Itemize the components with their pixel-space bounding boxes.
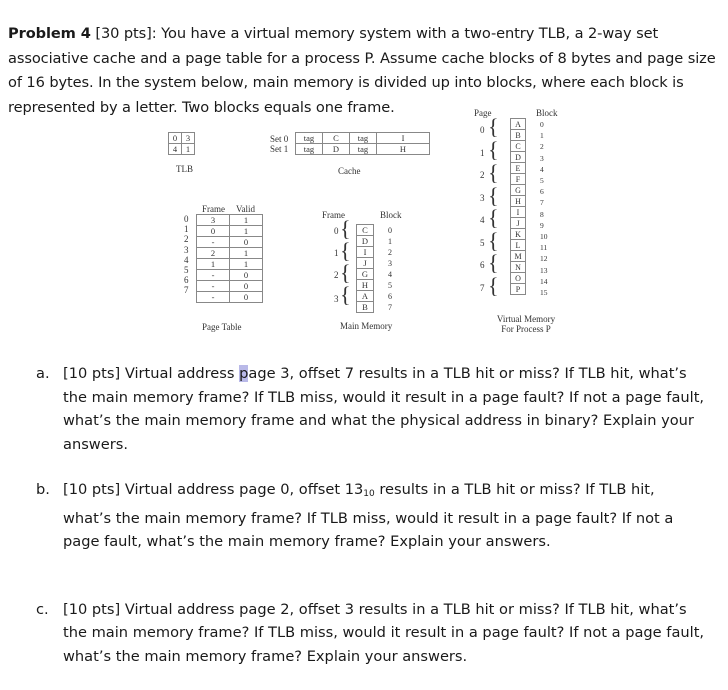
table-row bbox=[511, 218, 526, 229]
vm-label-line1: Virtual Memory bbox=[496, 314, 556, 324]
table-row bbox=[511, 196, 526, 207]
mm-frame-label: 1 bbox=[334, 248, 339, 258]
vm-block-num: 10 bbox=[540, 232, 548, 242]
vm-block: G bbox=[511, 185, 526, 196]
table-row bbox=[511, 262, 526, 273]
vm-block-num: 11 bbox=[540, 243, 548, 253]
vm-block: B bbox=[511, 130, 526, 141]
brace-icon: { bbox=[488, 114, 499, 139]
table-row bbox=[511, 163, 526, 174]
pt-valid: 1 bbox=[230, 248, 263, 259]
vm-block-num: 4 bbox=[540, 164, 544, 174]
tlb-cell: 3 bbox=[182, 133, 195, 144]
mm-frame-label: 3 bbox=[334, 294, 339, 304]
tlb-cell: 4 bbox=[169, 144, 182, 155]
page-index: 0 bbox=[184, 214, 189, 224]
mm-block-num: 1 bbox=[388, 237, 392, 246]
brace-icon: { bbox=[340, 216, 351, 241]
vm-label bbox=[490, 314, 562, 334]
cache-block: I bbox=[377, 133, 430, 144]
question-points: [10 pts] bbox=[63, 365, 121, 382]
page-table-header-valid: Valid bbox=[236, 204, 255, 214]
cache-set-labels bbox=[270, 134, 288, 154]
table-row bbox=[357, 280, 374, 291]
table-row bbox=[511, 152, 526, 163]
table-row bbox=[357, 258, 374, 269]
brace-icon: { bbox=[488, 183, 499, 208]
brace-icon: { bbox=[488, 160, 499, 185]
vm-block: L bbox=[511, 240, 526, 251]
vm-block-num: 2 bbox=[540, 142, 544, 152]
vm-page-label: 3 bbox=[480, 193, 485, 203]
vm-block-num: 5 bbox=[540, 176, 544, 186]
table-row bbox=[511, 273, 526, 284]
tlb-cell: 1 bbox=[182, 144, 195, 155]
mm-block: A bbox=[357, 291, 374, 302]
mm-block-num: 6 bbox=[388, 292, 392, 301]
text-cursor-highlight: p bbox=[239, 365, 249, 382]
tlb-table bbox=[168, 132, 195, 155]
vm-block-num: 0 bbox=[540, 120, 544, 129]
page-index: 5 bbox=[184, 265, 189, 276]
page-table bbox=[196, 214, 263, 303]
vm-page-label: 1 bbox=[480, 148, 485, 158]
vm-block: O bbox=[511, 273, 526, 284]
page-index: 4 bbox=[184, 254, 189, 265]
table-row bbox=[197, 281, 263, 292]
table-row bbox=[511, 229, 526, 240]
vm-block: P bbox=[511, 284, 526, 295]
mm-block: G bbox=[357, 269, 374, 280]
vm-block: I bbox=[511, 207, 526, 218]
memory-diagram bbox=[160, 108, 570, 340]
vm-block-num: 7 bbox=[540, 198, 544, 208]
mm-block-num: 5 bbox=[388, 281, 392, 290]
mm-block: J bbox=[357, 258, 374, 269]
cache-tag: tag bbox=[350, 144, 377, 155]
table-row bbox=[357, 269, 374, 280]
pt-valid: 0 bbox=[230, 237, 263, 248]
question-a bbox=[36, 362, 706, 456]
table-row bbox=[357, 247, 374, 258]
tlb-row bbox=[169, 144, 195, 155]
question-c bbox=[36, 598, 706, 669]
vm-page-label: 6 bbox=[480, 260, 485, 270]
vm-page-label: 5 bbox=[480, 238, 485, 248]
pt-frame: - bbox=[197, 237, 230, 248]
vm-block: C bbox=[511, 141, 526, 152]
page-table-header-frame: Frame bbox=[202, 204, 225, 214]
question-b bbox=[36, 478, 706, 554]
question-letter: c. bbox=[36, 600, 49, 618]
table-row bbox=[197, 215, 263, 226]
pt-frame: 0 bbox=[197, 226, 230, 237]
pt-frame: - bbox=[197, 281, 230, 292]
vm-block-num: 9 bbox=[540, 220, 544, 230]
cache-block: H bbox=[377, 144, 430, 155]
vm-page-label: 2 bbox=[480, 170, 485, 180]
table-row bbox=[511, 207, 526, 218]
vm-block-num: 15 bbox=[540, 288, 548, 298]
pt-valid: 1 bbox=[230, 226, 263, 237]
brace-icon: { bbox=[488, 137, 499, 162]
problem-intro bbox=[8, 22, 716, 120]
table-row bbox=[197, 248, 263, 259]
question-text: Virtual address bbox=[124, 365, 240, 382]
vm-block: E bbox=[511, 163, 526, 174]
vm-label-line2: For Process P bbox=[501, 324, 551, 334]
page-index: 3 bbox=[184, 244, 189, 255]
vm-block: M bbox=[511, 251, 526, 262]
table-row bbox=[511, 119, 526, 130]
vm-block-num: 6 bbox=[540, 187, 544, 197]
table-row bbox=[357, 302, 374, 313]
vm-block: H bbox=[511, 196, 526, 207]
mm-block-num: 3 bbox=[388, 259, 392, 268]
vm-header-block: Block bbox=[536, 108, 558, 118]
main-mem-header-block: Block bbox=[380, 210, 402, 220]
mm-block-num: 7 bbox=[388, 303, 392, 312]
table-row bbox=[511, 174, 526, 185]
question-points: [10 pts] bbox=[63, 481, 121, 498]
vm-block-num: 12 bbox=[540, 254, 548, 264]
brace-icon: { bbox=[340, 260, 351, 285]
mm-frame-label: 0 bbox=[334, 226, 339, 236]
page-index: 2 bbox=[184, 234, 189, 245]
brace-icon: { bbox=[340, 282, 351, 307]
main-memory-table bbox=[356, 224, 374, 313]
cache-set-1: Set 1 bbox=[270, 144, 289, 154]
tlb-label: TLB bbox=[176, 164, 193, 174]
pt-frame: - bbox=[197, 292, 230, 303]
mm-block: I bbox=[357, 247, 374, 258]
tlb-cell: 0 bbox=[169, 133, 182, 144]
vm-block-numbers bbox=[540, 119, 548, 298]
table-row bbox=[357, 291, 374, 302]
question-text: age 3, offset 7 results in a TLB hit or miss? If TLB hit, what’s the main memory frame? If TLB miss, would it result in a page fault? If not a page fault, what’s the main memory frame and what the physical address in binary? Explain your answers. bbox=[63, 365, 705, 453]
table-row bbox=[511, 185, 526, 196]
pt-frame: 3 bbox=[197, 215, 230, 226]
mm-block: D bbox=[357, 236, 374, 247]
problem-label: Problem 4 bbox=[8, 25, 91, 42]
page-index: 7 bbox=[184, 285, 189, 296]
question-list bbox=[36, 362, 706, 690]
table-row bbox=[511, 251, 526, 262]
pt-valid: 0 bbox=[230, 292, 263, 303]
mm-block: B bbox=[357, 302, 374, 313]
mm-block: H bbox=[357, 280, 374, 291]
cache-set-0: Set 0 bbox=[270, 134, 289, 144]
vm-page-label: 0 bbox=[480, 125, 485, 135]
vm-block: A bbox=[511, 119, 526, 130]
table-row bbox=[357, 225, 374, 236]
page-table-indices bbox=[184, 214, 189, 296]
cache-tag: tag bbox=[296, 144, 323, 155]
mm-block: C bbox=[357, 225, 374, 236]
vm-block: F bbox=[511, 174, 526, 185]
question-points: [10 pts] bbox=[63, 600, 121, 618]
vm-block-num: 8 bbox=[540, 209, 544, 219]
table-row bbox=[511, 141, 526, 152]
question-text: Virtual address page 2, offset 3 results in a TLB hit or miss? If TLB hit, what’s the main memory frame? If TLB miss, would it result in a page fault? If not a page fault, what’s the main memory frame? Explain your answers. bbox=[63, 600, 705, 665]
table-row bbox=[197, 292, 263, 303]
question-letter: a. bbox=[36, 365, 50, 382]
vm-header-page: Page bbox=[474, 108, 492, 118]
vm-block-num: 13 bbox=[540, 265, 548, 275]
cache-row bbox=[296, 144, 430, 155]
virtual-memory-table bbox=[510, 118, 526, 295]
cache-block: C bbox=[323, 133, 350, 144]
table-row bbox=[511, 240, 526, 251]
page-index: 6 bbox=[184, 275, 189, 286]
mm-block-num: 2 bbox=[388, 248, 392, 257]
pt-valid: 0 bbox=[230, 281, 263, 292]
mm-block-num: 4 bbox=[388, 270, 392, 279]
page-index: 1 bbox=[184, 224, 189, 235]
cache-label: Cache bbox=[338, 166, 361, 176]
pt-valid: 0 bbox=[230, 270, 263, 281]
table-row bbox=[197, 270, 263, 281]
table-row bbox=[357, 236, 374, 247]
pt-valid: 1 bbox=[230, 259, 263, 270]
question-text: results in a TLB hit or miss? If TLB hit, what’s the main memory frame? If TLB miss, would it result in a page fault? If not a page fault, what’s the main memory frame? Explain your answers. bbox=[63, 481, 674, 550]
cache-block: D bbox=[323, 144, 350, 155]
problem-points: [30 pts]: bbox=[95, 25, 157, 42]
cache-row bbox=[296, 133, 430, 144]
mm-block-numbers bbox=[388, 225, 392, 313]
main-mem-header-frame: Frame bbox=[322, 210, 345, 220]
cache-tag: tag bbox=[350, 133, 377, 144]
brace-icon: { bbox=[488, 250, 499, 275]
vm-block: J bbox=[511, 218, 526, 229]
vm-page-label: 4 bbox=[480, 215, 485, 225]
vm-block-num: 3 bbox=[540, 153, 544, 163]
problem-text: You have a virtual memory system with a two-entry TLB, a 2-way set associative cache and a page table for a process P. Assume cache blocks of 8 bytes and page size of 16 bytes. In the system below, main memory is divided up into blocks, where each block is represented by a letter. Two blocks equals one frame. bbox=[8, 25, 716, 116]
cache-table bbox=[295, 132, 430, 155]
vm-block: K bbox=[511, 229, 526, 240]
question-text: Virtual address page 0, offset 13 bbox=[124, 481, 364, 498]
mm-frame-label: 2 bbox=[334, 270, 339, 280]
pt-frame: 2 bbox=[197, 248, 230, 259]
main-memory-label: Main Memory bbox=[340, 321, 393, 331]
subscript: 10 bbox=[363, 489, 375, 499]
question-letter: b. bbox=[36, 481, 50, 498]
vm-block-num: 1 bbox=[540, 131, 544, 141]
brace-icon: { bbox=[488, 228, 499, 253]
pt-frame: - bbox=[197, 270, 230, 281]
mm-block-num: 0 bbox=[388, 226, 392, 235]
pt-valid: 1 bbox=[230, 215, 263, 226]
table-row bbox=[511, 130, 526, 141]
table-row bbox=[511, 284, 526, 295]
brace-icon: { bbox=[488, 205, 499, 230]
vm-page-label: 7 bbox=[480, 283, 485, 293]
brace-icon: { bbox=[488, 273, 499, 298]
pt-frame: 1 bbox=[197, 259, 230, 270]
page-table-label: Page Table bbox=[202, 322, 242, 332]
table-row bbox=[197, 259, 263, 270]
table-row bbox=[197, 226, 263, 237]
vm-block-num: 14 bbox=[540, 276, 548, 286]
cache-tag: tag bbox=[296, 133, 323, 144]
vm-block: N bbox=[511, 262, 526, 273]
tlb-row bbox=[169, 133, 195, 144]
table-row bbox=[197, 237, 263, 248]
vm-block: D bbox=[511, 152, 526, 163]
brace-icon: { bbox=[340, 238, 351, 263]
